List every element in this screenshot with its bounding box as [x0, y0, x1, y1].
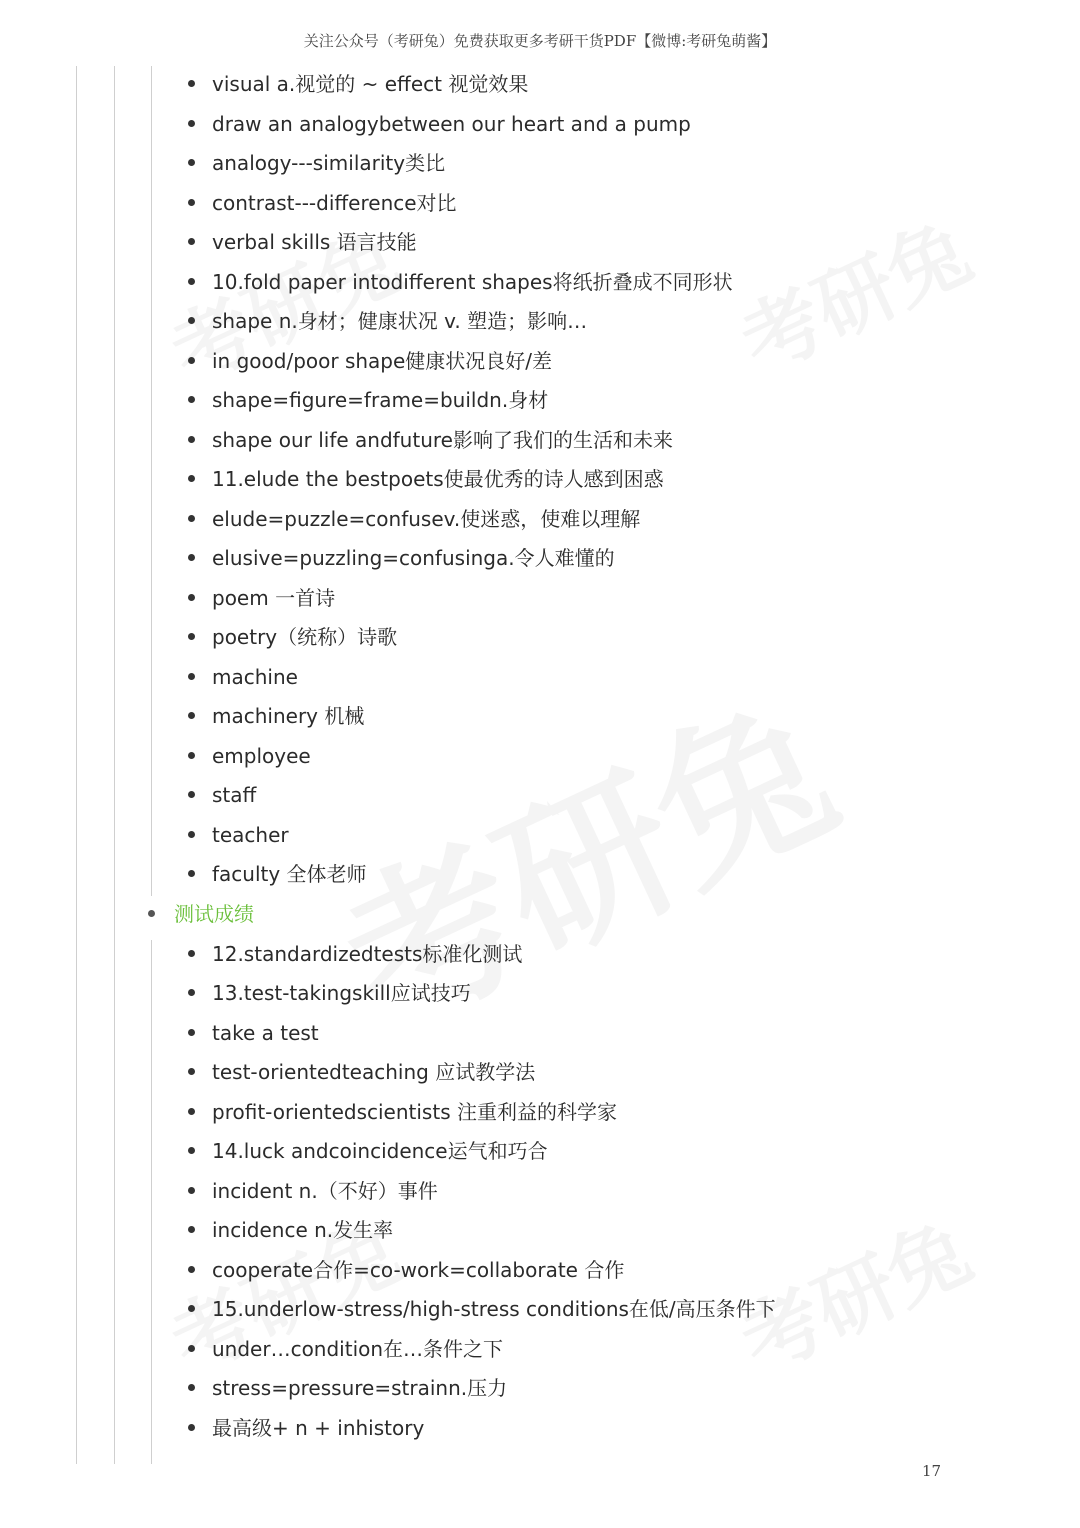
list-item-text: stress=pressure=strainn.压力: [212, 1376, 508, 1400]
bullet-icon: [188, 278, 195, 285]
bullet-icon: [188, 594, 195, 601]
list-item-text: 13.test-takingskill应试技巧: [212, 981, 471, 1005]
list-item-text: 11.elude the bestpoets使最优秀的诗人感到困惑: [212, 467, 664, 491]
bullet-icon: [188, 317, 195, 324]
bullet-icon: [188, 752, 195, 759]
watermark-logo: [720, 189, 986, 395]
bullet-icon: [188, 1068, 195, 1075]
list-item-text: employee: [212, 743, 311, 768]
page-number: 17: [922, 1462, 942, 1480]
bullet-icon: [188, 554, 195, 561]
bullet-icon: [188, 199, 195, 206]
bullet-icon: [188, 633, 195, 640]
list-item-text: shape our life andfuture影响了我们的生活和未来: [212, 427, 673, 452]
section-heading-text: 测试成绩: [174, 902, 254, 926]
bullet-icon: [188, 1108, 195, 1115]
bullet-icon: [188, 515, 195, 522]
bullet-icon: [188, 791, 195, 798]
bullet-icon: [188, 1424, 195, 1431]
list-item-text: verbal skills 语言技能: [212, 230, 417, 254]
bullet-icon: [188, 1226, 195, 1233]
bullet-icon: [188, 475, 195, 482]
list-item-text: 10.fold paper intodifferent shapes将纸折叠成不同形状: [212, 269, 733, 294]
bullet-icon: [188, 1147, 195, 1154]
bullet-icon: [188, 120, 195, 127]
page-header: 关注公众号（考研兔）免费获取更多考研干货PDF【微博:考研兔萌酱】: [303, 32, 777, 50]
list-item-text: shape=figure=frame=buildn.身材: [212, 388, 549, 412]
bullet-icon: [188, 673, 195, 680]
bullet-icon: [188, 1305, 195, 1312]
bullet-icon: [148, 910, 155, 917]
list-item-text: machinery 机械: [212, 704, 365, 728]
list-item-text: elude=puzzle=confusev.使迷惑，使难以理解: [212, 506, 641, 531]
list-item-text: draw an analogybetween our heart and a pump: [212, 111, 691, 136]
bullet-icon: [188, 80, 195, 87]
bullet-icon: [188, 870, 195, 877]
list-item-text: staff: [212, 783, 257, 807]
list-item-text: analogy---similarity类比: [212, 151, 446, 175]
bullet-icon: [188, 1345, 195, 1352]
outline-guide-line-middle: [114, 66, 115, 1464]
list-item-text: incidence n.发生率: [212, 1218, 394, 1242]
list-item-text: test-orientedteaching 应试教学法: [212, 1060, 536, 1084]
bullet-icon: [188, 1384, 195, 1391]
list-item-text: incident n.（不好）事件: [212, 1178, 438, 1203]
bullet-icon: [188, 950, 195, 957]
list-item-text: under…condition在…条件之下: [212, 1336, 504, 1361]
list-item-text: 15.underlow-stress/high-stress conditions在低/高压条件下: [212, 1297, 776, 1321]
bullet-icon: [188, 712, 195, 719]
bullet-icon: [188, 831, 195, 838]
bullet-icon: [188, 159, 195, 166]
bullet-icon: [188, 1266, 195, 1273]
bullet-icon: [188, 238, 195, 245]
list-item-text: visual a.视觉的 ~ effect 视觉效果: [212, 72, 529, 96]
list-item-text: 14.luck andcoincidence运气和巧合: [212, 1139, 548, 1163]
bullet-icon: [188, 357, 195, 364]
list-item-text: poem 一首诗: [212, 585, 336, 610]
list-item-text: 最高级+ n + inhistory: [212, 1415, 425, 1440]
bullet-icon: [188, 989, 195, 996]
outline-guide-line-outer: [76, 66, 77, 1464]
list-item-text: shape n.身材；健康状况 v. 塑造；影响…: [212, 309, 588, 333]
list-item-text: machine: [212, 664, 298, 689]
list-item-text: 12.standardizedtests标准化测试: [212, 941, 523, 966]
list-item-text: cooperate合作=co-work=collaborate 合作: [212, 1257, 625, 1282]
list-item-text: take a test: [212, 1020, 319, 1045]
list-item-text: in good/poor shape健康状况良好/差: [212, 348, 553, 373]
bullet-icon: [188, 436, 195, 443]
bullet-icon: [188, 1029, 195, 1036]
outline-guide-line-inner-2: [151, 940, 152, 1464]
list-item-text: teacher: [212, 822, 289, 847]
outline-guide-line-inner-1: [151, 66, 152, 896]
list-item-text: faculty 全体老师: [212, 862, 367, 886]
list-item-text: elusive=puzzling=confusinga.令人难懂的: [212, 546, 615, 570]
bullet-icon: [188, 396, 195, 403]
list-item-text: contrast---difference对比: [212, 190, 457, 215]
bullet-icon: [188, 1187, 195, 1194]
list-item-text: profit-orientedscientists 注重利益的科学家: [212, 1099, 617, 1124]
list-item-text: poetry（统称）诗歌: [212, 625, 398, 649]
